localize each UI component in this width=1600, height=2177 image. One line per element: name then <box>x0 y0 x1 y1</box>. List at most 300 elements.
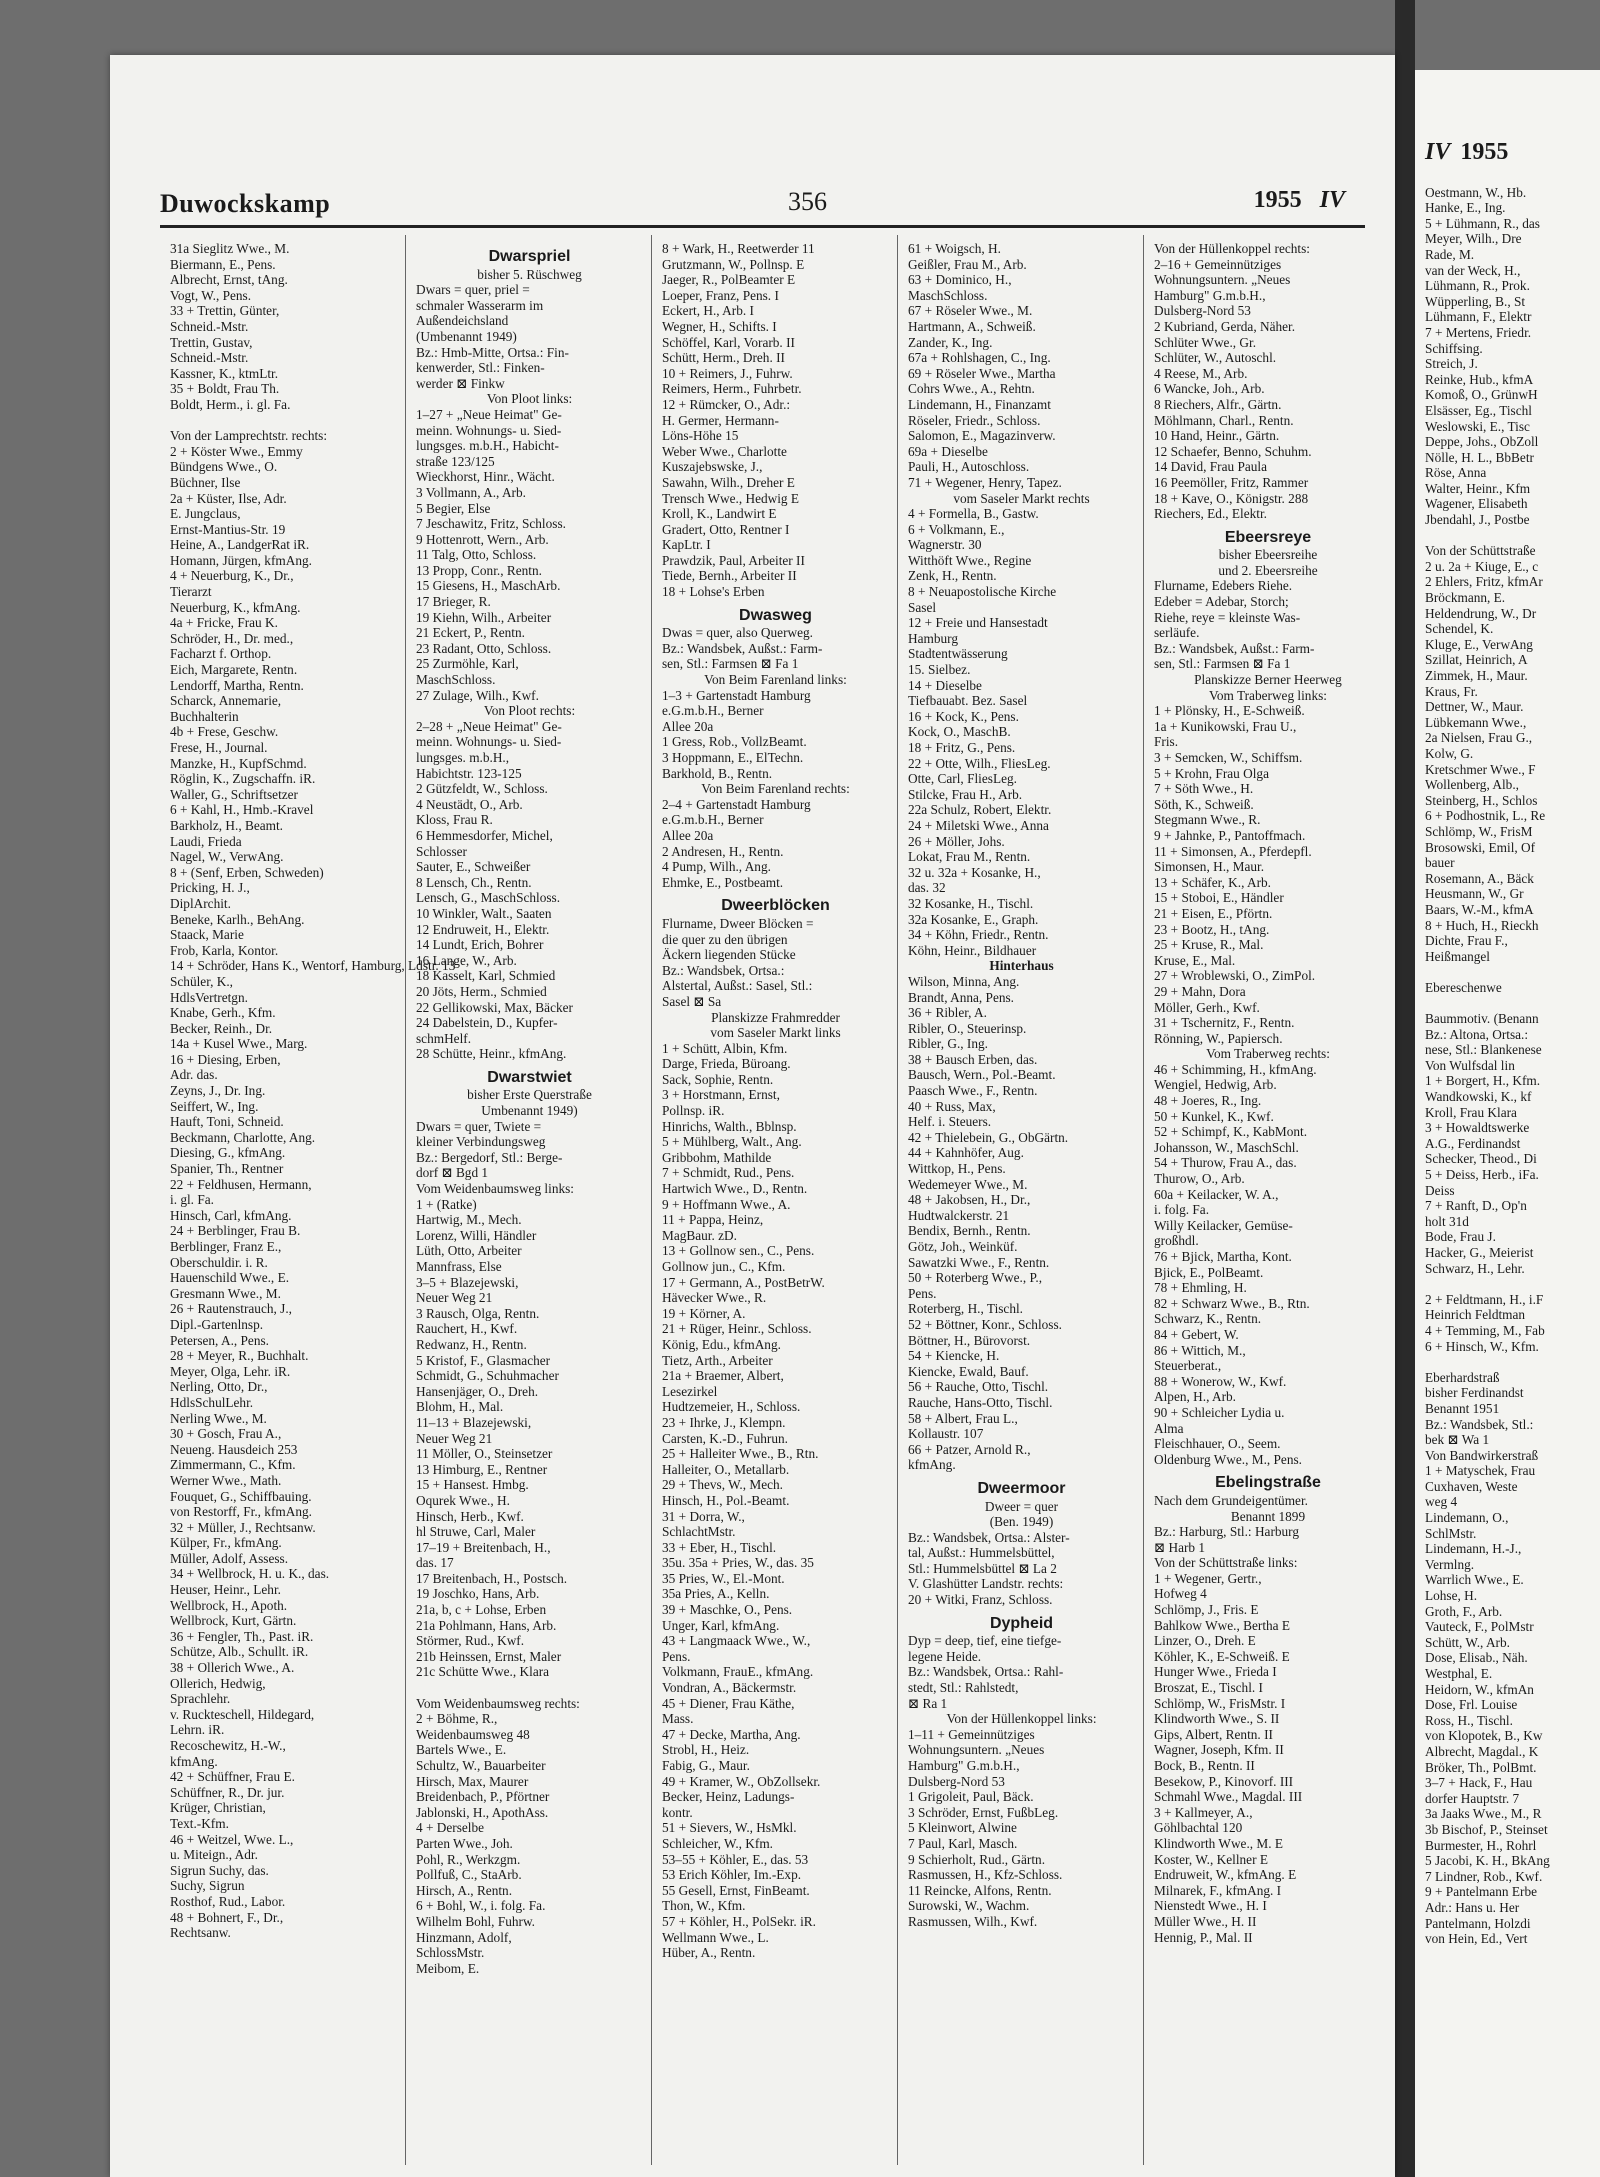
directory-entry: Surowski, W., Wachm. <box>908 1898 1030 1914</box>
facing-entry: 3 + Howaldtswerke <box>1425 1120 1530 1136</box>
directory-entry: 22a Schulz, Robert, Elektr. <box>908 802 1052 818</box>
directory-entry: 27 + Wroblewski, O., ZimPol. <box>1154 968 1316 984</box>
header-rule <box>160 225 1365 228</box>
directory-entry: e.G.m.b.H., Berner <box>662 703 764 719</box>
facing-entry: Wollenberg, Alb., <box>1425 777 1519 793</box>
directory-entry: Volkmann, FrauE., kfmAng. <box>662 1664 814 1680</box>
directory-entry: Carsten, K.-D., Fuhrun. <box>662 1430 788 1446</box>
directory-entry: 32a Kosanke, E., Graph. <box>908 911 1039 927</box>
directory-entry: lungsges. m.b.H., <box>416 750 510 765</box>
directory-entry: Thurow, O., Arb. <box>1154 1171 1245 1187</box>
directory-entry: Lendorff, Martha, Rentn. <box>170 677 304 693</box>
directory-entry: Riehe, reye = kleinste Was- <box>1154 609 1301 625</box>
facing-page-content <box>1415 70 1600 1947</box>
directory-entry: Suchy, Sigrun <box>170 1878 245 1894</box>
directory-entry: Dwars = quer, priel = <box>416 282 530 298</box>
facing-entry: Nölle, H. L., BbBetr <box>1425 449 1534 465</box>
facing-entry: Pantelmann, Holzdi <box>1425 1915 1531 1931</box>
directory-entry: 3 + Horstmann, Ernst, <box>662 1087 780 1103</box>
facing-entry: Hanke, E., Ing. <box>1425 200 1506 216</box>
directory-entry: 58 + Albert, Frau L., <box>908 1410 1018 1426</box>
directory-entry: 1–3 + Gartenstadt Hamburg <box>662 687 811 703</box>
facing-entry: Vauteck, F., PolMstr <box>1425 1619 1534 1635</box>
directory-entry: MagBaur. zD. <box>662 1227 737 1243</box>
directory-entry: 52 + Böttner, Konr., Schloss. <box>908 1316 1062 1332</box>
section-subheading: bisher Ebeersreihe <box>1218 547 1318 563</box>
facing-entry: bek ⊠ Wa 1 <box>1425 1432 1490 1448</box>
directory-entry: Von der Schüttstraße links: <box>1154 1555 1298 1571</box>
directory-entry: Allee 20a <box>662 718 714 734</box>
directory-entry: Fouquet, G., Schiffbauing. <box>170 1488 312 1504</box>
directory-entry: Witthöft Wwe., Regine <box>908 552 1032 568</box>
section-subheading: Dweer = quer <box>984 1498 1059 1514</box>
directory-entry: Kroll, K., Landwirt E <box>662 506 777 522</box>
directory-entry: Hinzmann, Adolf, <box>416 1929 512 1945</box>
directory-entry: 14 David, Frau Paula <box>1154 459 1268 475</box>
facing-entry: Hacker, G., Meierist <box>1425 1244 1534 1260</box>
directory-entry: 1 + Wegener, Gertr., <box>1154 1570 1262 1586</box>
directory-entry: serläufe. <box>1154 625 1200 641</box>
facing-entry: Lühmann, F., Elektr <box>1425 309 1532 325</box>
directory-entry: 8 + Wark, H., Reetwerder 11 <box>662 241 815 256</box>
directory-entry: 11 + Pappa, Heinz, <box>662 1212 764 1228</box>
directory-entry: Krüger, Christian, <box>170 1800 266 1816</box>
directory-entry: 4 + Neuerburg, K., Dr., <box>170 568 294 584</box>
facing-entry <box>1425 1354 1600 1370</box>
directory-entry: 10 Winkler, Walt., Saaten <box>416 905 552 921</box>
directory-entry: Kiencke, Ewald, Bauf. <box>908 1363 1029 1379</box>
directory-entry: 16 + Diesing, Erben, <box>170 1051 281 1067</box>
facing-entry: Dettner, W., Maur. <box>1425 699 1524 715</box>
directory-entry: Möller, Gerh., Kwf. <box>1154 999 1260 1015</box>
directory-entry: Willy Keilacker, Gemüse- <box>1154 1217 1293 1233</box>
section-subheading: Hinterhaus <box>989 958 1054 974</box>
directory-entry: Hinsch, Carl, kfmAng. <box>170 1207 292 1223</box>
facing-entry: Oestmann, W., Hb. <box>1425 184 1527 200</box>
directory-entry: 4 Neustädt, O., Arb. <box>416 796 523 812</box>
directory-entry: 4 Pump, Wilh., Ang. <box>662 859 771 875</box>
directory-entry: 38 + Ollerich Wwe., A. <box>170 1660 295 1676</box>
directory-entry: Röglin, K., Zugschaffn. iR. <box>170 771 316 787</box>
section-subheading: Benannt 1899 <box>1230 1508 1306 1524</box>
facing-entry: Rade, M. <box>1425 246 1475 262</box>
facing-entry <box>1425 528 1600 544</box>
edition-volume: IV <box>1319 187 1345 213</box>
section-subheading: Von Ploot links: <box>486 391 573 407</box>
facing-entry: Rosemann, A., Bäck <box>1425 870 1534 886</box>
directory-entry: Bock, B., Rentn. II <box>1154 1758 1255 1773</box>
facing-entry <box>1425 995 1600 1011</box>
facing-entry: Heinrich Feldtman <box>1425 1307 1526 1323</box>
facing-entry: Komoß, O., GrünwH <box>1425 387 1538 403</box>
directory-entry: Hartwich Wwe., D., Rentn. <box>662 1181 808 1197</box>
facing-entry: Albrecht, Magdal., K <box>1425 1743 1539 1759</box>
directory-entry: Alstertal, Außst.: Sasel, Stl.: <box>662 978 813 994</box>
directory-entry: ⊠ Harb 1 <box>1154 1539 1206 1555</box>
facing-entry: Reinke, Hub., kfmA <box>1425 371 1534 387</box>
directory-entry: 11 Möller, O., Steinsetzer <box>416 1446 553 1462</box>
directory-entry: meinn. Wohnungs- u. Sied- <box>416 734 562 750</box>
directory-entry: Helf. i. Steuers. <box>908 1114 992 1130</box>
directory-entry: Sigrun Suchy, das. <box>170 1862 269 1878</box>
directory-entry: 16 Peemöller, Fritz, Rammer <box>1154 474 1309 490</box>
facing-entry: Heidorn, W., kfmAn <box>1425 1681 1534 1697</box>
directory-entry: 48 + Jakobsen, H., Dr., <box>908 1192 1031 1208</box>
directory-entry: Petersen, A., Pens. <box>170 1332 269 1348</box>
directory-entry: Nienstedt Wwe., H. I <box>1154 1898 1267 1914</box>
facing-entry: Szillat, Heinrich, A <box>1425 652 1528 668</box>
facing-entry: bisher Ferdinandst <box>1425 1385 1524 1401</box>
directory-entry: Bz.: Wandsbek, Ortsa.: Rahl- <box>908 1664 1064 1680</box>
directory-entry: Wilhelm Bohl, Fuhrw. <box>416 1913 536 1929</box>
directory-entry: 25 Zurmöhle, Karl, <box>416 656 519 672</box>
directory-entry: 19 Kiehn, Wilh., Arbeiter <box>416 609 552 625</box>
directory-entry: Dwas = quer, also Querweg. <box>662 625 813 641</box>
directory-entry: Lesezirkel <box>662 1383 718 1399</box>
section-subheading: Vom Traberweg links: <box>1209 687 1327 703</box>
facing-entry: Meyer, Wilh., Dre <box>1425 231 1522 247</box>
directory-entry: 18 + Lohse's Erben <box>662 584 765 600</box>
directory-entry <box>416 1680 643 1696</box>
directory-entry: Jablonski, H., ApothAss. <box>416 1804 549 1820</box>
directory-entry: Waller, G., Schriftsetzer <box>170 786 298 802</box>
directory-entry: H. Germer, Hermann- <box>662 412 779 428</box>
directory-entry: meinn. Wohnungs- u. Sied- <box>416 422 562 438</box>
facing-entry: Ebereschenwe <box>1425 979 1502 995</box>
directory-entry: Zander, K., Ing. <box>908 334 993 350</box>
directory-entry: 30 + Gosch, Frau A., <box>170 1426 282 1442</box>
directory-entry: Tierarzt <box>170 584 212 600</box>
directory-entry: 20 + Witki, Franz, Schloss. <box>908 1592 1053 1608</box>
directory-entry: 57 + Köhler, H., PolSekr. iR. <box>662 1913 816 1929</box>
facing-entry: Vermlng. <box>1425 1556 1475 1572</box>
directory-entry: e.G.m.b.H., Berner <box>662 812 764 828</box>
directory-entry: Wagner, Joseph, Kfm. II <box>1154 1742 1284 1758</box>
directory-entry: Schneid.-Mstr. <box>170 350 249 366</box>
directory-entry: 22 Gellikowski, Max, Bäcker <box>416 999 573 1015</box>
directory-entry: 22 + Otte, Wilh., FliesLeg. <box>908 755 1051 771</box>
directory-entry: 24 Dabelstein, D., Kupfer- <box>416 1015 558 1031</box>
directory-entry: Knabe, Gerh., Kfm. <box>170 1005 276 1021</box>
directory-entry: Hinrichs, Walth., Bblnsp. <box>662 1118 797 1134</box>
directory-entry: 17 Brieger, R. <box>416 594 491 610</box>
directory-entry: 11 Reincke, Alfons, Rentn. <box>908 1882 1052 1898</box>
directory-entry: 6 + Bohl, W., i. folg. Fa. <box>416 1898 546 1914</box>
facing-entry: Cuxhaven, Weste <box>1425 1478 1518 1494</box>
directory-entry: Weidenbaumsweg 48 <box>416 1726 530 1742</box>
directory-entry: 76 + Bjick, Martha, Kont. <box>1154 1249 1292 1264</box>
directory-entry: 63 + Dominico, H., <box>908 272 1012 288</box>
directory-entry: Löns-Höhe 15 <box>662 428 739 444</box>
directory-entry: Flurname, Edebers Riehe. <box>1154 578 1293 594</box>
directory-entry: Hüber, A., Rentn. <box>662 1945 756 1961</box>
facing-entry: 6 + Hinsch, W., Kfm. <box>1425 1338 1539 1354</box>
directory-entry: Meibom, E. <box>416 1960 480 1976</box>
directory-entry: 42 + Schüffner, Frau E. <box>170 1769 295 1785</box>
directory-entry: 26 + Rautenstrauch, J., <box>170 1301 292 1317</box>
directory-entry: Wohnungsuntern. „Neues <box>1154 272 1291 288</box>
directory-entry: 44 + Kahnhöfer, Aug. <box>908 1145 1024 1161</box>
facing-entry: Burmester, H., Rohrl <box>1425 1837 1537 1853</box>
directory-entry: 69 + Röseler Wwe., Martha <box>908 365 1056 381</box>
facing-entry: Kluge, E., VerwAng <box>1425 636 1533 652</box>
directory-entry: Zeyns, J., Dr. Ing. <box>170 1083 266 1099</box>
directory-entry: 36 + Fengler, Th., Past. iR. <box>170 1628 314 1644</box>
directory-entry: kleiner Verbindungsweg <box>416 1134 546 1150</box>
directory-entry: 28 + Meyer, R., Buchhalt. <box>170 1348 309 1364</box>
directory-entry: 49 + Kramer, W., ObZollsekr. <box>662 1773 821 1789</box>
directory-entry: legene Heide. <box>908 1648 982 1664</box>
directory-entry: Nach dem Grundeigentümer. <box>1154 1492 1308 1508</box>
directory-entry: Rasmussen, H., Kfz-Schloss. <box>908 1867 1063 1883</box>
directory-entry: Facharzt f. Orthop. <box>170 646 272 662</box>
directory-entry: Göhlbachtal 120 <box>1154 1820 1243 1836</box>
directory-entry: MaschSchloss. <box>908 287 988 303</box>
directory-entry: 3–5 + Blazejewski, <box>416 1274 519 1290</box>
directory-entry: Breidenbach, P., Pförtner <box>416 1789 550 1805</box>
directory-entry: stedt, Stl.: Rahlstedt, <box>908 1680 1019 1696</box>
directory-entry: 21a + Braemer, Albert, <box>662 1368 784 1384</box>
book-gutter <box>1395 0 1415 2177</box>
directory-entry: 21 + Rüger, Heinr., Schloss. <box>662 1321 812 1337</box>
directory-entry: 46 + Weitzel, Wwe. L., <box>170 1831 294 1847</box>
directory-entry: Schlosser <box>416 843 467 859</box>
directory-entry: 2 + Böhme, R., <box>416 1711 498 1727</box>
directory-entry: Milnarek, F., kfmAng. I <box>1154 1882 1282 1898</box>
directory-entry: 24 + Miletski Wwe., Anna <box>908 817 1049 833</box>
directory-entry: Nerling, Otto, Dr., <box>170 1379 268 1395</box>
directory-entry: 60a + Keilacker, W. A., <box>1154 1186 1279 1202</box>
directory-entry: Riechers, Ed., Elektr. <box>1154 506 1267 522</box>
section-subheading: Planskizze Frahmredder <box>711 1009 840 1025</box>
directory-entry: Ernst-Mantius-Str. 19 <box>170 521 286 537</box>
directory-entry: Homann, Jürgen, kfmAng. <box>170 552 312 568</box>
directory-entry: Wedemeyer Wwe., M. <box>908 1176 1028 1192</box>
directory-entry: Seiffert, W., Ing. <box>170 1098 259 1114</box>
directory-entry: Fris. <box>1154 734 1179 750</box>
directory-entry: Gresmann Wwe., M. <box>170 1285 281 1301</box>
directory-entry: Dwars = quer, Twiete = <box>416 1118 542 1134</box>
facing-entry <box>1425 1276 1600 1292</box>
directory-entry: Neuer Weg 21 <box>416 1290 493 1306</box>
directory-entry: 9 + Jahnke, P., Pantoffmach. <box>1154 827 1306 843</box>
section-subheading: Von Beim Farenland rechts: <box>701 781 850 797</box>
facing-entry: Steinberg, H., Schlos <box>1425 792 1538 808</box>
directory-entry: Sprachlehr. <box>170 1691 231 1707</box>
directory-entry: Müller, Adolf, Assess. <box>170 1550 289 1566</box>
directory-entry: 1 Gress, Rob., VollzBeamt. <box>662 734 807 750</box>
directory-entry: 15 + Stoboi, E., Händler <box>1154 890 1284 906</box>
directory-entry: 12 Schaefer, Benno, Schuhm. <box>1154 443 1312 459</box>
directory-entry: Allee 20a <box>662 827 714 843</box>
facing-entry: Adr.: Hans u. Her <box>1425 1899 1520 1915</box>
directory-entry: Darge, Frieda, Büroang. <box>662 1056 791 1072</box>
directory-entry: Vondran, A., Bäckermstr. <box>662 1680 797 1696</box>
directory-entry: 13 + Gollnow sen., C., Pens. <box>662 1243 815 1259</box>
facing-entry: Bz.: Wandsbek, Stl.: <box>1425 1416 1534 1432</box>
directory-entry: Kock, O., MaschB. <box>908 724 1011 740</box>
directory-entry: 3 + Semcken, W., Schiffsm. <box>1154 750 1303 765</box>
directory-entry: Bz.: Wandsbek, Ortsa.: <box>662 962 785 978</box>
directory-entry: 8 + Neuapostolische Kirche <box>908 584 1057 600</box>
directory-entry: (Umbenannt 1949) <box>416 328 517 344</box>
directory-entry: 36 + Ribler, A. <box>908 1005 987 1021</box>
directory-entry: Weber Wwe., Charlotte <box>662 443 787 459</box>
facing-entry: Lohse, H. <box>1425 1588 1478 1604</box>
street-heading: Dwarspriel <box>488 248 571 265</box>
directory-entry: 29 + Thevs, W., Mech. <box>662 1477 784 1493</box>
directory-entry: Staack, Marie <box>170 927 244 943</box>
directory-entry: 19 Joschko, Hans, Arb. <box>416 1586 540 1602</box>
directory-entry: 32 + Müller, J., Rechtsanw. <box>170 1519 316 1535</box>
directory-entry: 12 + Rümcker, O., Adr.: <box>662 396 791 412</box>
directory-entry: i. gl. Fa. <box>170 1192 214 1208</box>
directory-entry: Bz.: Wandsbek, Außst.: Farm- <box>662 640 823 656</box>
directory-entry: 53–55 + Köhler, E., das. 53 <box>662 1851 809 1867</box>
directory-entry: Schneid.-Mstr. <box>170 318 249 334</box>
directory-entry: Lehrn. iR. <box>170 1722 225 1738</box>
directory-entry: Wellmann Wwe., L. <box>662 1929 769 1945</box>
directory-entry: v. Ruckteschell, Hildegard, <box>170 1706 315 1722</box>
directory-entry: Außendeichsland <box>416 313 509 329</box>
directory-entry: Rauche, Hans-Otto, Tischl. <box>908 1394 1053 1410</box>
facing-entry: Heusmann, W., Gr <box>1425 886 1524 902</box>
directory-entry: Gips, Albert, Rentn. II <box>1154 1726 1273 1742</box>
directory-entry: Bz.: Wandsbek, Außst.: Farm- <box>1154 640 1315 656</box>
directory-entry: 25 + Halleiter Wwe., B., Rtn. <box>662 1446 819 1462</box>
directory-entry: kfmAng. <box>908 1457 956 1473</box>
directory-entry: 78 + Ehmling, H. <box>1154 1280 1247 1296</box>
directory-entry: 2 Andresen, H., Rentn. <box>662 843 784 859</box>
directory-entry: Ribler, O., Steuerinsp. <box>908 1020 1027 1036</box>
directory-entry: großhdl. <box>1154 1233 1199 1249</box>
directory-entry: Wengiel, Hedwig, Arb. <box>1154 1077 1277 1093</box>
directory-entry: 88 + Wonerow, W., Kwf. <box>1154 1373 1287 1389</box>
directory-entry: 54 + Kiencke, H. <box>908 1348 1000 1364</box>
directory-entry: 1–11 + Gemeinnütziges <box>908 1726 1035 1742</box>
facing-entry: Zimmek, H., Maur. <box>1425 668 1528 683</box>
directory-entry: Grutzmann, W., Pollnsp. E <box>662 256 805 272</box>
directory-entry: Tietz, Arth., Arbeiter <box>662 1352 773 1368</box>
directory-entry: Hamburg" G.m.b.H., <box>908 1758 1020 1773</box>
directory-entry: 27 Zulage, Wilh., Kwf. <box>416 687 539 703</box>
section-subheading: Von der Hüllenkoppel links: <box>946 1711 1097 1727</box>
directory-entry: Bz.: Hmb-Mitte, Ortsa.: Fin- <box>416 344 569 360</box>
directory-entry: Schmahl Wwe., Magdal. III <box>1154 1789 1303 1805</box>
directory-entry: 71 + Wegener, Henry, Tapez. <box>908 474 1062 490</box>
directory-entry: Rechtsanw. <box>170 1925 231 1941</box>
directory-entry: 6 + Kahl, H., Hmb.-Kravel <box>170 802 314 818</box>
facing-entry: Bz.: Altona, Ortsa.: <box>1425 1026 1529 1042</box>
directory-entry: Schüffner, R., Dr. jur. <box>170 1784 285 1800</box>
facing-entry: 3–7 + Hack, F., Hau <box>1425 1775 1533 1791</box>
facing-entry: Kraus, Fr. <box>1425 683 1478 699</box>
directory-entry: 31 + Tschernitz, F., Rentn. <box>1154 1015 1295 1031</box>
facing-entry: Lindemann, H.-J., <box>1425 1541 1522 1557</box>
directory-entry: 14a + Kusel Wwe., Marg. <box>170 1036 308 1052</box>
facing-entry: nese, Stl.: Blankenese <box>1425 1042 1542 1058</box>
facing-entry: Deiss <box>1425 1182 1455 1198</box>
directory-entry: 1–27 + „Neue Heimat" Ge- <box>416 406 562 422</box>
facing-entry: Bröckmann, E. <box>1425 590 1506 606</box>
directory-entry: 39 + Maschke, O., Pens. <box>662 1602 793 1618</box>
facing-entry: Benannt 1951 <box>1425 1400 1500 1416</box>
directory-entry: 2–16 + Gemeinnütziges <box>1154 256 1282 272</box>
directory-entry: Schwarz, K., Rentn. <box>1154 1311 1262 1327</box>
section-subheading: bisher Erste Querstraße <box>467 1087 592 1103</box>
section-subheading: vom Saseler Markt links <box>710 1025 841 1041</box>
directory-entry: Störmer, Rud., Kwf. <box>416 1633 525 1649</box>
directory-entry: Schütt, Herm., Dreh. II <box>662 350 785 366</box>
directory-entry: Hamburg" G.m.b.H., <box>1154 287 1266 303</box>
directory-entry: i. folg. Fa. <box>1154 1202 1210 1218</box>
directory-entry: 21a Pohlmann, Hans, Arb. <box>416 1617 557 1633</box>
directory-entry: Pollnsp. iR. <box>662 1103 725 1119</box>
directory-entry: Spanier, Th., Rentner <box>170 1161 284 1177</box>
directory-entry: Ollerich, Hedwig, <box>170 1675 266 1691</box>
directory-entry: HdlsVertretgn. <box>170 989 248 1005</box>
facing-entry: 5 + Lühmann, R., das <box>1425 215 1540 231</box>
facing-volume: IV <box>1425 139 1451 165</box>
directory-column <box>898 235 1144 2165</box>
directory-entry: 2a + Küster, Ilse, Adr. <box>170 490 287 506</box>
directory-entry: Äckern liegenden Stücke <box>662 947 796 963</box>
directory-entry: Tiefbauabt. Bez. Sasel <box>908 693 1028 709</box>
directory-entry: Bz.: Bergedorf, Stl.: Berge- <box>416 1149 563 1165</box>
facing-entry: Schiffsing. <box>1425 340 1483 356</box>
directory-entry: hl Struwe, Carl, Maler <box>416 1524 536 1540</box>
facing-entry: Westphal, E. <box>1425 1666 1493 1681</box>
directory-entry: 10 + Reimers, J., Fuhrw. <box>662 365 793 381</box>
directory-entry: 31 + Dorra, W., <box>662 1508 745 1524</box>
directory-entry: 14 + Dieselbe <box>908 677 982 693</box>
facing-entry: Groth, F., Arb. <box>1425 1603 1503 1619</box>
directory-entry: 21 Eckert, P., Rentn. <box>416 625 525 641</box>
directory-entry: Bahlkow Wwe., Bertha E <box>1154 1617 1291 1633</box>
directory-entry: Alma <box>1154 1420 1184 1436</box>
facing-entry: Walter, Heinr., Kfm <box>1425 480 1531 496</box>
facing-entry: SchlMstr. <box>1425 1525 1477 1541</box>
directory-entry: Zenk, H., Rentn. <box>908 568 997 584</box>
directory-entry: Wagnerstr. 30 <box>908 537 982 553</box>
facing-entry: Bode, Frau J. <box>1425 1229 1496 1245</box>
directory-entry: kontr. <box>662 1804 693 1820</box>
directory-entry: das. 32 <box>908 880 946 896</box>
facing-entry: von Hein, Ed., Vert <box>1425 1931 1528 1947</box>
directory-entry: Von der Lamprechtstr. rechts: <box>170 428 328 444</box>
directory-entry: 56 + Rauche, Otto, Tischl. <box>908 1379 1049 1395</box>
directory-column <box>652 235 898 2165</box>
directory-entry: Oqurek Wwe., H. <box>416 1492 510 1508</box>
facing-entry: dorfer Hauptstr. 7 <box>1425 1790 1520 1806</box>
section-subheading: Von Beim Farenland links: <box>704 672 847 688</box>
directory-entry: Brandt, Anna, Pens. <box>908 989 1014 1005</box>
section-subheading: bisher 5. Rüschweg <box>477 266 582 282</box>
facing-entry: Heldendrung, W., Dr <box>1425 605 1537 621</box>
facing-entry: Schendel, K. <box>1425 621 1494 637</box>
directory-entry: Hennig, P., Mal. II <box>1154 1929 1253 1945</box>
directory-entry: 14 + Schröder, Hans K., Wentorf, Hamburg, Ldstr. 13 <box>170 958 456 974</box>
directory-entry: Koster, W., Kellner E <box>1154 1851 1268 1867</box>
directory-entry: Becker, Reinh., Dr. <box>170 1020 273 1036</box>
directory-entry: 20 Jöts, Herm., Schmied <box>416 983 547 999</box>
directory-entry: Hartwig, M., Mech. <box>416 1212 522 1228</box>
directory-entry: Prawdzik, Paul, Arbeiter II <box>662 552 805 568</box>
directory-entry: Klindworth Wwe., M. E <box>1154 1835 1284 1851</box>
directory-entry: 33 + Trettin, Günter, <box>170 303 280 319</box>
facing-entry <box>1425 964 1600 980</box>
directory-entry: 50 + Kunkel, K., Kwf. <box>1154 1108 1274 1124</box>
